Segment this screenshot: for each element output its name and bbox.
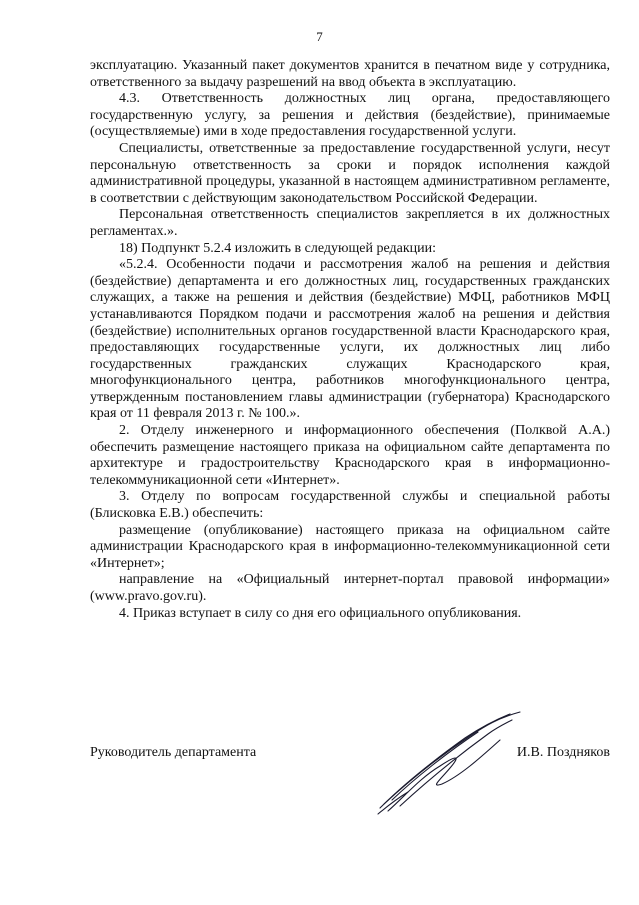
document-body [90, 58, 610, 622]
page-number: 7 [316, 29, 323, 44]
paragraph: Специалисты, ответственные за предоставление государственной услуги, несут персональную ответственность за сроки и порядок исполнения каждой административной процедуры, указанной в настоящем административном регламенте, в соответствии с действующим законодательством Российской Федерации. [90, 140, 610, 206]
handwritten-signature [370, 708, 530, 818]
paragraph: 2. Отделу инженерного и информационного обеспечения (Полквой А.А.) обеспечить размещение настоящего приказа на официальном сайте департамента по архитектуре и градостроительству Краснодарского края в информационно-телекоммуникационной сети «Интернет». [90, 423, 610, 488]
paragraph: размещение (опубликование) настоящего приказа на официальном сайте администрации Краснодарского края в информационно-телекоммуникационной сети «Интернет»; [90, 522, 610, 571]
paragraph: 4. Приказ вступает в силу со дня его официального опубликования. [119, 605, 522, 621]
paragraph: направление на «Официальный интернет-портал правовой информации» (www.pravo.gov.ru). [90, 572, 610, 604]
paragraph: 18) Подпункт 5.2.4 изложить в следующей редакции: [119, 240, 436, 256]
signatory-position: Руководитель департамента [90, 745, 257, 760]
paragraph: «5.2.4. Особенности подачи и рассмотрения жалоб на решения и действия (бездействие) департамента и его должностных лиц, государственных гражданских служащих, а также на решения и действия (бездействие) МФЦ, работников МФЦ устанавливаются Порядком подачи и рассмотрения жалоб на решения и действия (бездействие) исполнительных органов государственной власти Краснодарского края, предоставляющих государственные услуги, их должностных лиц либо государственных гражданских служащих Краснодарского края, многофункционального центра, работников многофункционального центра, утвержденным постановлением главы администрации (губернатора) Краснодарского края от 11 февраля 2013 г. № 100.». [90, 257, 610, 422]
paragraph: Персональная ответственность специалистов закрепляется в их должностных регламентах.». [90, 207, 610, 239]
signatory-name: И.В. Поздняков [516, 745, 610, 760]
paragraph: 3. Отделу по вопросам государственной службы и специальной работы (Блисковка Е.В.) обеспечить: [90, 489, 610, 522]
paragraph: эксплуатацию. Указанный пакет документов хранится в печатном виде у сотрудника, ответственного за выдачу разрешений на ввод объекта в эксплуатацию. [90, 58, 610, 90]
paragraph: 4.3. Ответственность должностных лиц органа, предоставляющего государственную услугу, за решения и действия (бездействие), принимаемые (осуществляемые) ими в ходе предоставления государственной услуги. [90, 91, 610, 140]
